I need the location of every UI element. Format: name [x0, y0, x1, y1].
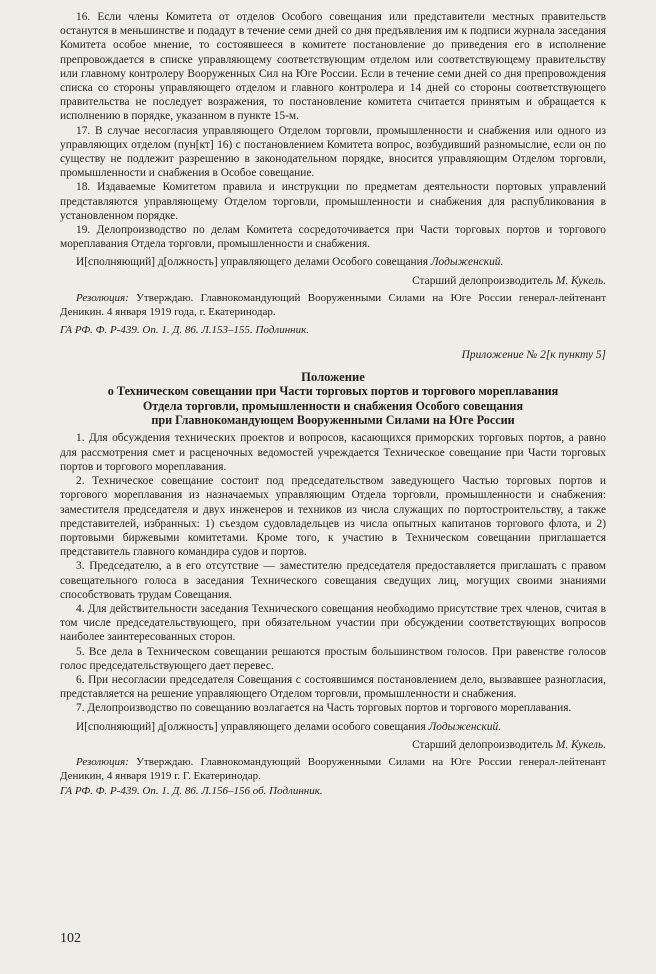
clerk-title: Старший делопроизводитель	[412, 274, 553, 287]
heading-line-2: о Техническом совещании при Части торговых портов и торгового мореплавания	[107, 384, 559, 399]
archive-reference-2: ГА РФ. Ф. Р-439. Оп. 1. Д. 86. Л.156–156 об. Подлинник.	[60, 784, 323, 797]
clerk-line-2	[60, 738, 606, 752]
clause-3: 3. Председателю, а в его отсутствие — заместителю председателя предоставляется приглашать с правом совещательного голоса в заседания Технического совещания сведущих лиц, могущих своими знаниями способствовать трудам Совещания.	[60, 560, 606, 601]
signature-title: И[сполняющий] д[олжность] управляющего делами Особого совещания	[76, 256, 428, 269]
signature-line-1	[60, 255, 606, 269]
clerk-name: М. Кукель.	[555, 274, 606, 287]
clause-2: 2. Техническое совещание состоит под председательством заведующего Частью торговых портов и торгового мореплавания из назначаемых управляющим Отдела торговли, промышленности и снабжения: заместителя председателя и двух инженеров и техников из числа служащих по портостроительству, а также представителей, избранных: 1) съездом судовладельцев из числа опытных капитанов торгового флота, и 2) портовыми биржевыми комитетами. Кроме того, к участию в Техническом совещании приглашается представитель главного командира судов и портов.	[60, 475, 606, 559]
archive-reference-1: ГА РФ. Ф. Р-439. Оп. 1. Д. 86. Л.153–155. Подлинник.	[60, 324, 310, 337]
heading-line-1: Положение	[301, 369, 365, 384]
clerk-title: Старший делопроизводитель	[412, 738, 553, 751]
clerk-name: М. Кукель.	[555, 738, 606, 751]
signature-title: И[сполняющий] д[олжность] управляющего делами особого совещания	[76, 720, 426, 733]
page-number: 102	[60, 931, 81, 946]
resolution-label: Резолюция:	[76, 755, 129, 768]
signature-name: Лодыженский.	[428, 720, 502, 733]
clause-6: 6. При несогласии председателя Совещания с состоявшимся постановлением дело, вызвавшее разногласия, представляется на решение управляющего Отделом торговли, промышленности и снабжения.	[60, 673, 606, 701]
heading-line-4: при Главнокомандующем Вооруженными Силами на Юге России	[151, 413, 515, 428]
heading-line-3: Отдела торговли, промышленности и снабжения Особого совещания	[142, 398, 524, 413]
paragraph-19: 19. Делопроизводство по делам Комитета сосредоточивается при Части торговых портов и торгового мореплавания Отдела торговли, промышленности и снабжения.	[60, 224, 606, 251]
appendix-label: Приложение № 2[к пункту 5]	[461, 348, 606, 361]
paragraph-17: 17. В случае несогласия управляющего Отделом торговли, промышленности и снабжения или одного из управляющих отделом (пун[кт] 16) с постановлением Комитета вопрос, возбудивший разномыслие, если он по существу не подлежит разрешению в законодательном порядке, вносится управляющим Отделом торговли, промышленности и снабжения в Особое совещание.	[60, 124, 606, 180]
signature-name: Лодыженский.	[430, 256, 504, 269]
resolution-1	[60, 292, 606, 320]
clause-7: 7. Делопроизводство по совещанию возлагается на Часть торговых портов и торгового мореплавания.	[76, 702, 572, 715]
clause-5: 5. Все дела в Техническом совещании решаются простым большинством голосов. При равенстве голосов голос председательствующего дает перевес.	[60, 645, 606, 672]
paragraph-18: 18. Издаваемые Комитетом правила и инструкции по предметам деятельности портовых управлений представляются управляющему Отделом торговли, промышленности и снабжения для распубликования в установленном порядке.	[60, 181, 606, 222]
clerk-line-1	[60, 274, 606, 288]
resolution-2	[60, 756, 606, 784]
paragraph-16: 16. Если члены Комитета от отделов Особого совещания или представители местных правительств останутся в меньшинстве и подадут в течение семи дней со дня предъявления им к подписи журнала заседания Комитета особое мнение, то состоявшееся в комитете постановление до приведения его в исполнение препровождается в списке управляющему соответствующим отделом или соответствующему правительству или главному контролеру Вооруженных Сил на Юге России. Если в течение семи дней со дня препровождения списка со стороны управляющего отделом и главного контролера и 14 дней со стороны соответствующего правительства не последует возражения, то постановление комитета считается принятым и обращается к исполнению в порядке, указанном в пункте 15-м.	[60, 11, 606, 123]
resolution-label: Резолюция:	[76, 291, 129, 304]
clause-4: 4. Для действительности заседания Технического совещания необходимо присутствие трех членов, считая в том числе председательствующего, при обязательном участии при обсуждении соответствующих вопросов наиболее заинтересованных сторон.	[60, 602, 606, 644]
signature-line-2	[60, 720, 606, 734]
resolution-text: Утверждаю. Главнокомандующий Вооруженными Силами на Юге России генерал-лейтенант Деникин, 4 января 1919 г. Г. Екатеринодар.	[60, 755, 607, 782]
clause-1: 1. Для обсуждения технических проектов и вопросов, касающихся приморских торговых портов, а равно для рассмотрения смет и расценочных ведомостей учреждается Техническое совещание при Части торговых портов и торгового мореплавания.	[60, 432, 606, 473]
document-heading	[60, 370, 606, 428]
resolution-text: Утверждаю. Главнокомандующий Вооруженными Силами на Юге России генерал-лейтенант Деникин. 4 января 1919 года, г. Екатеринодар.	[60, 291, 607, 318]
